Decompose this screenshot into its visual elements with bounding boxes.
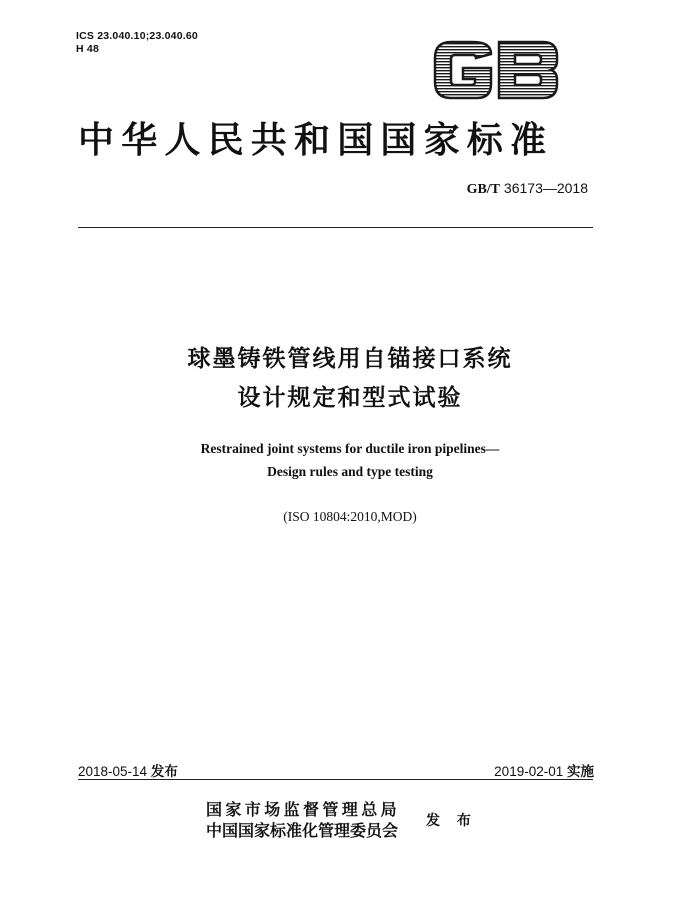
- bottom-divider: [78, 779, 593, 780]
- issuing-authorities: [206, 799, 400, 841]
- top-divider: [78, 227, 593, 228]
- cn-title-line1: 球墨铸铁管线用自锚接口系统: [187, 346, 513, 372]
- classification-codes: [76, 30, 198, 56]
- implement-date-label: 实施: [567, 764, 594, 780]
- en-title-line2: Design rules and type testing: [267, 464, 433, 479]
- issuer-sac: 中国国家标准化管理委员会: [206, 821, 399, 840]
- standard-number: [467, 180, 588, 198]
- gb-logo-icon: [433, 40, 561, 100]
- issue-date-value: 2018-05-14: [78, 764, 148, 779]
- cn-title-line2: 设计规定和型式试验: [237, 385, 463, 411]
- ccs-code: H 48: [76, 43, 99, 55]
- issuer-samr: 国家市场监督管理总局: [206, 800, 401, 819]
- en-title-line1: Restrained joint systems for ductile iron pipelines—: [200, 441, 500, 456]
- gb-logo: [433, 40, 561, 100]
- standard-code: 36173—2018: [503, 180, 588, 196]
- ics-code: ICS 23.040.10;23.040.60: [76, 30, 198, 42]
- issue-date-label: 发布: [150, 764, 178, 780]
- standard-prefix: GB/T: [466, 182, 501, 197]
- publish-label: 发 布: [426, 813, 477, 829]
- adoption-note: (ISO 10804:2010,MOD): [283, 509, 417, 524]
- implement-date-value: 2019-02-01: [494, 764, 564, 779]
- implement-date: [494, 760, 594, 780]
- national-standard-title: 中华人民共和国国家标准: [78, 119, 554, 161]
- issue-date: [78, 760, 178, 780]
